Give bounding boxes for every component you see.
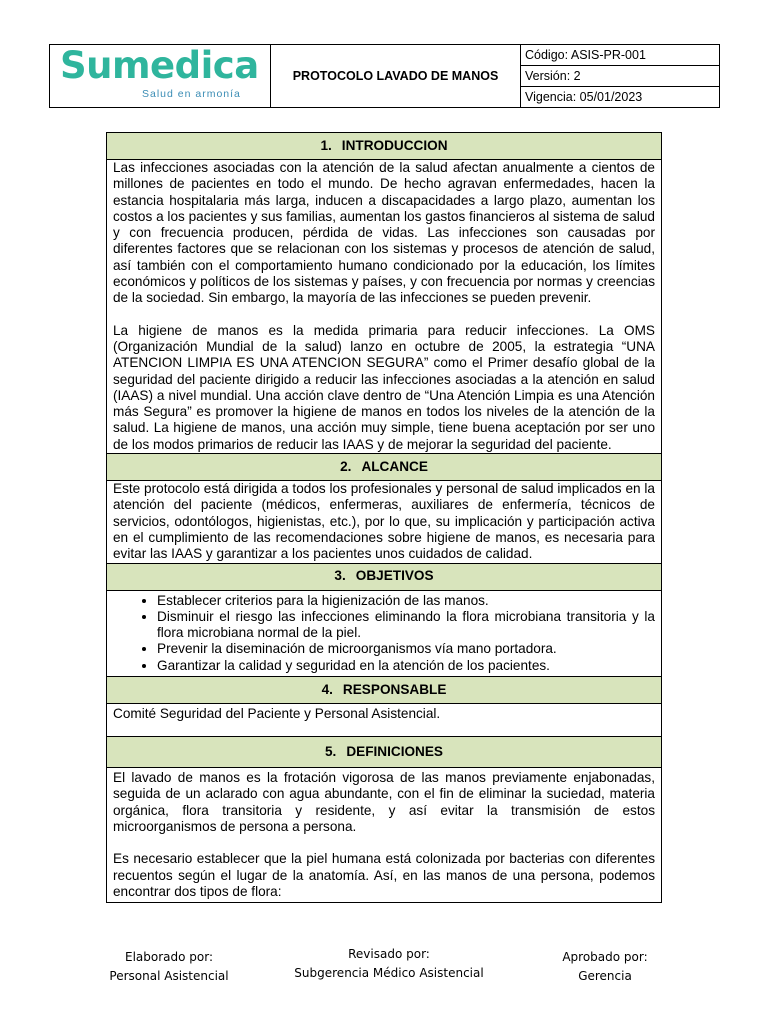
footer-approved: [555, 948, 655, 986]
document-validity: Vigencia: 05/01/2023: [521, 87, 720, 108]
intro-paragraph-2: La higiene de manos es la medida primaria para reducir infecciones. La OMS (Organización Mundial de la salud) lanzo en octubre de 2005, la estrategia “UNA ATENCION LIMPIA ES UNA ATENCION SEGURA” como el Primer desafío global de la seguridad del paciente dirigido a reducir las infecciones asociadas a la atención en salud (IAAS) a nivel mundial. Una acción clave dentro de “Una Atención Limpia es una Atención más Segura” es promover la higiene de manos en todos los niveles de la atención de la salud. La higiene de manos, una acción muy simple, tiene buena aceptación por ser uno de los modos primarios de reducir las IAAS y de mejorar la seguridad del paciente.: [113, 322, 655, 452]
section-heading-objectives: 3. OBJETIVOS: [107, 563, 662, 590]
section-body-intro: [107, 160, 662, 454]
definitions-paragraph-2: Es necesario establecer que la piel humana está colonizada por bacterias con diferentes recuentos según el lugar de la anatomía. Así, en las manos de una persona, podemos encontrar dos tipos de flora:: [113, 851, 655, 899]
document-code: Código: ASIS-PR-001: [521, 45, 720, 66]
section-body-responsible: [107, 704, 662, 737]
document-version: Versión: 2: [521, 66, 720, 87]
approved-label: Aprobado por:: [562, 950, 648, 964]
objectives-list: [113, 593, 655, 674]
prepared-label: Elaborado por:: [124, 950, 213, 964]
list-item: • Prevenir la diseminación de microorganismos vía mano portadora.: [157, 641, 655, 657]
logo-cell: [50, 45, 271, 108]
footer-reviewed: [294, 945, 484, 983]
intro-paragraph-1: Las infecciones asociadas con la atención de la salud afectan anualmente a cientos de millones de pacientes en todo el mundo. De hecho agravan enfermedades, hacen la estancia hospitalaria más larga, inducen a discapacidades a largo plazo, aumentan los costos a los pacientes y sus familias, aumentan los gastos financieros al sistema de salud y con frecuencia producen, pérdida de vidas. Las infecciones son causadas por diferentes factores que se relacionan con los sistemas y procesos de atención de salud, así también con el comportamiento humano condicionado por la educación, los límites económicos y políticos de los sistemas y países, y con frecuencia por normas y creencias de la sociedad. Sin embargo, la mayoría de las infecciones se pueden prevenir.: [113, 160, 655, 306]
section-heading-definitions: 5. DEFINICIONES: [107, 737, 662, 768]
footer-prepared: [106, 948, 232, 986]
approved-value: Gerencia: [578, 969, 632, 983]
section-body-definitions: [107, 768, 662, 903]
document-header: [49, 44, 720, 108]
logo-wordmark: Sumedica: [60, 44, 259, 87]
reviewed-value: Subgerencia Médico Asistencial: [294, 966, 484, 980]
scope-paragraph: Este protocolo está dirigida a todos los profesionales y personal de salud implicados en la atención del paciente (médicos, enfermeras, auxiliares de enfermería, técnicos de servicios, odontólogos, higienistas, etc.), por lo que, su implicación y participación activa en el cumplimiento de las recomendaciones sobre higiene de manos, es necesaria para evitar las IAAS y garantizar a los pacientes unos cuidados de calidad.: [113, 481, 655, 562]
section-body-scope: [107, 481, 662, 563]
section-heading-scope: 2. ALCANCE: [107, 454, 662, 481]
logo-tagline: Salud en armonía: [142, 88, 241, 100]
section-heading-intro: 1. INTRODUCCION: [107, 133, 662, 160]
definitions-paragraph-1: El lavado de manos es la frotación vigorosa de las manos previamente enjabonadas, seguida de un aclarado con agua abundante, con el fin de eliminar la suciedad, materia orgánica, flora transitoria y residente, y así evitar la transmisión de estos microorganismos de persona a persona.: [113, 770, 655, 834]
list-item: • Garantizar la calidad y seguridad en la atención de los pacientes.: [157, 658, 655, 674]
list-item: • Disminuir el riesgo las infecciones eliminando la flora microbiana transitoria y la flora microbiana normal de la piel.: [157, 609, 655, 642]
protocol-body: [106, 132, 662, 903]
reviewed-label: Revisado por:: [348, 947, 430, 961]
document-title: PROTOCOLO LAVADO DE MANOS: [271, 45, 521, 108]
responsible-paragraph: Comité Seguridad del Paciente y Personal Asistencial.: [113, 706, 441, 722]
section-body-objectives: [107, 590, 662, 676]
section-heading-responsible: 4. RESPONSABLE: [107, 677, 662, 704]
company-logo: [60, 44, 260, 102]
prepared-value: Personal Asistencial: [109, 969, 229, 983]
list-item: • Establecer criterios para la higienización de las manos.: [157, 593, 655, 609]
